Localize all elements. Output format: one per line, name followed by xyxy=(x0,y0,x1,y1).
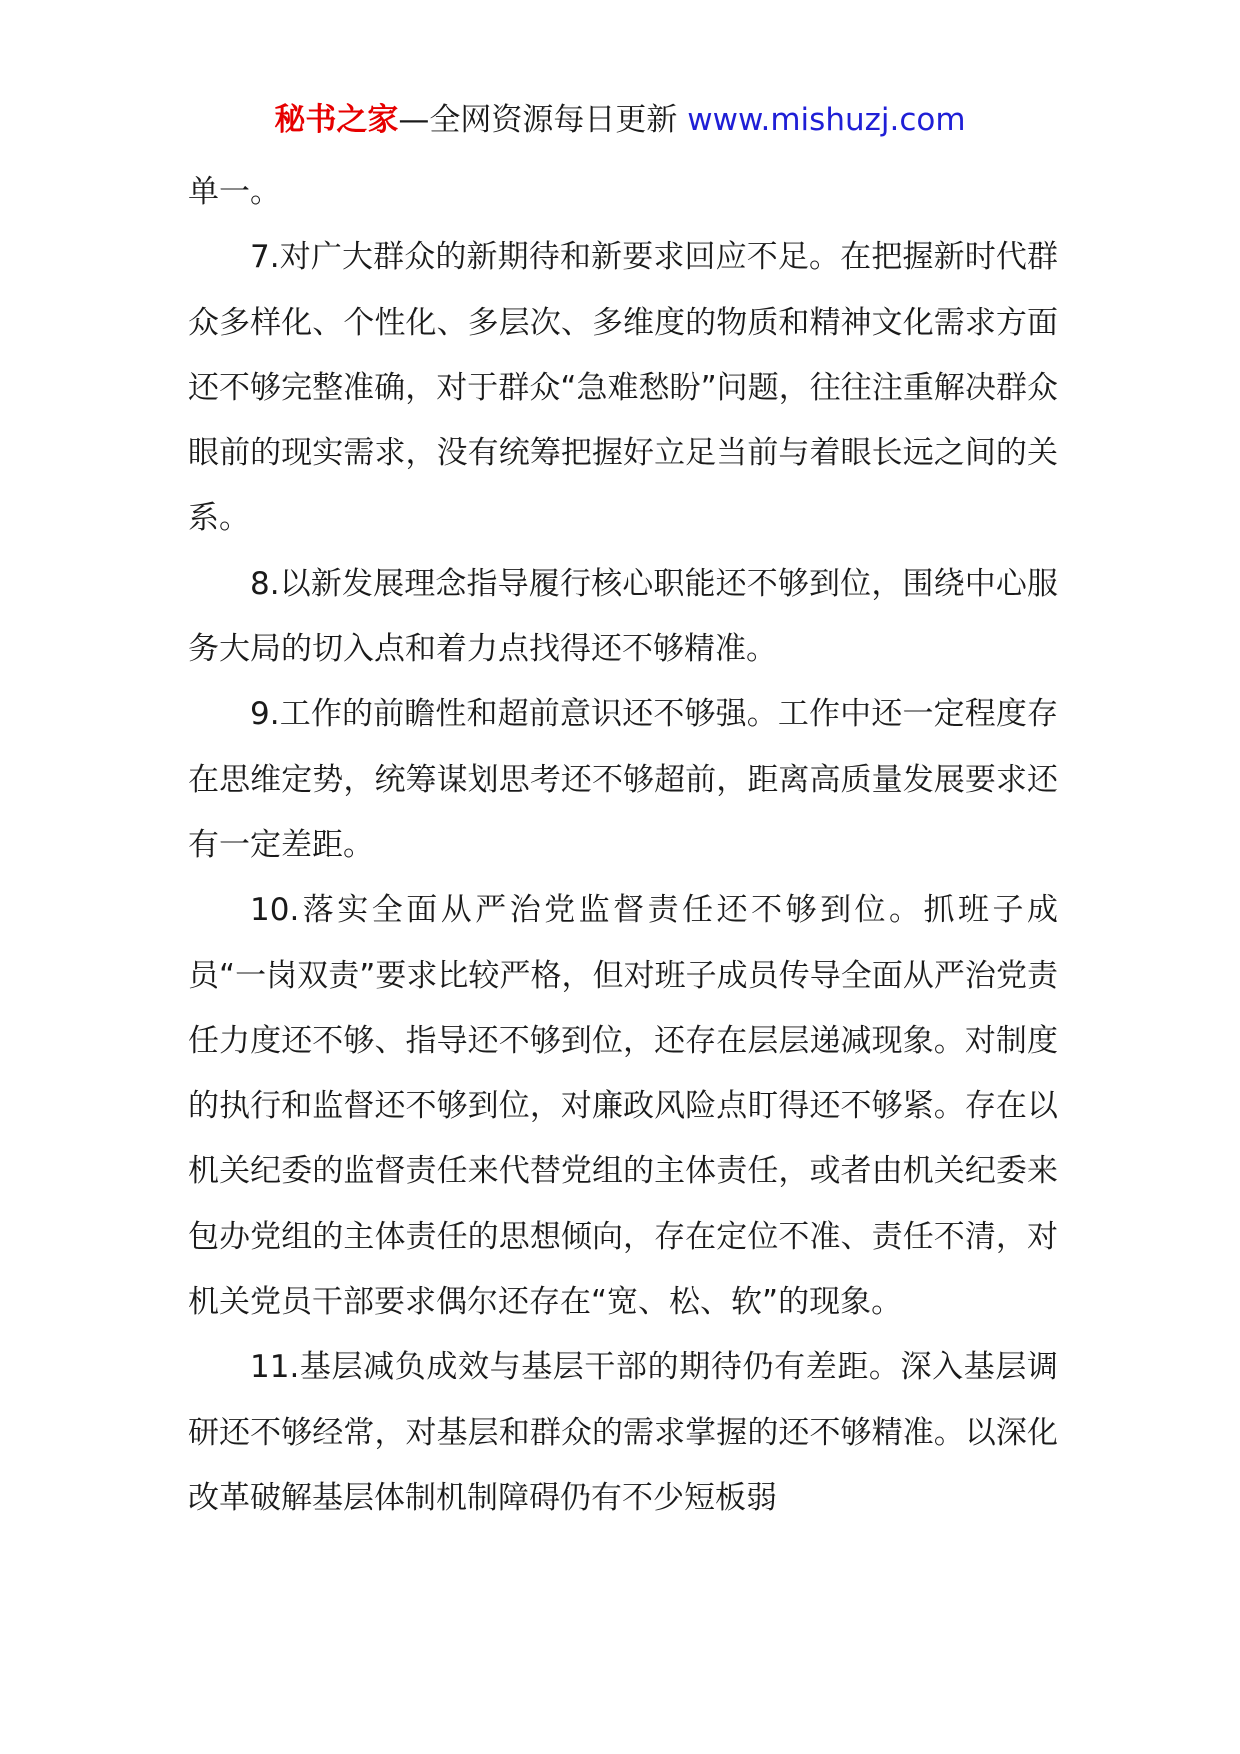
paragraph-item-9: 9.工作的前瞻性和超前意识还不够强。工作中还一定程度存在思维定势，统筹谋划思考还不够超前，距离高质量发展要求还有一定差距。 xyxy=(188,696,1058,863)
header-tagline: —全网资源每日更新 xyxy=(398,102,688,138)
header-brand: 秘书之家 xyxy=(274,102,399,138)
page-header xyxy=(0,100,1240,140)
document-body xyxy=(188,160,1058,1531)
paragraph-item-11: 11.基层减负成效与基层干部的期待仍有差距。深入基层调研还不够经常，对基层和群众的需求掌握的还不够精准。以深化改革破解基层体制机制障碍仍有不少短板弱 xyxy=(188,1349,1058,1516)
paragraph-item-8: 8.以新发展理念指导履行核心职能还不够到位，围绕中心服务大局的切入点和着力点找得还不够精准。 xyxy=(188,565,1058,668)
paragraph-item-7: 7.对广大群众的新期待和新要求回应不足。在把握新时代群众多样化、个性化、多层次、多维度的物质和精神文化需求方面还不够完整准确，对于群众“急难愁盼”问题，往往注重解决群众眼前的现实需求，没有统筹把握好立足当前与着眼长远之间的关系。 xyxy=(188,239,1058,537)
paragraph-continuation: 单一。 xyxy=(188,174,281,210)
paragraph-item-10: 10.落实全面从严治党监督责任还不够到位。抓班子成员“一岗双责”要求比较严格，但对班子成员传导全面从严治党责任力度还不够、指导还不够到位，还存在层层递减现象。对制度的执行和监督还不够到位，对廉政风险点盯得还不够紧。存在以机关纪委的监督责任来代替党组的主体责任，或者由机关纪委来包办党组的主体责任的思想倾向，存在定位不准、责任不清，对机关党员干部要求偶尔还存在“宽、松、软”的现象。 xyxy=(188,892,1058,1321)
header-url-link[interactable]: www.mishuzj.com xyxy=(687,102,966,138)
